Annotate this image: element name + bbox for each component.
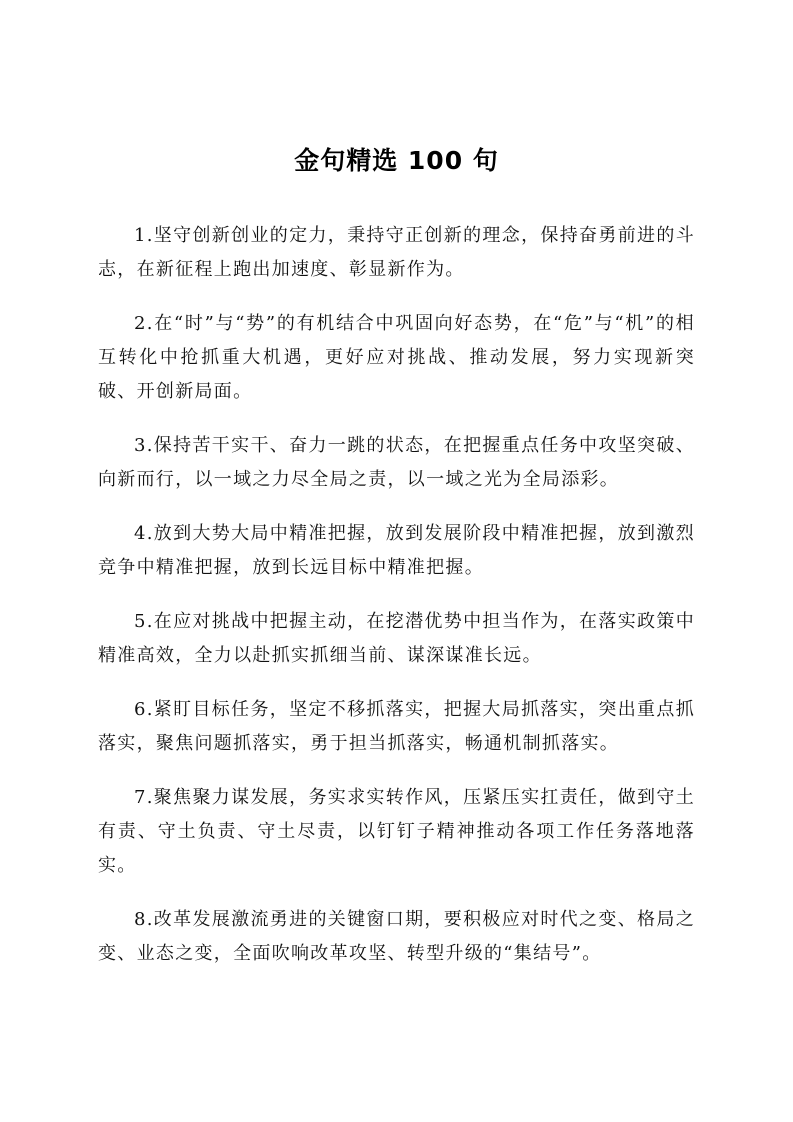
- quote-list: [98, 219, 695, 971]
- quote-paragraph-6: 6.紧盯目标任务，坚定不移抓落实，把握大局抓落实，突出重点抓落实，聚焦问题抓落实，勇于担当抓落实，畅通机制抓落实。: [98, 699, 695, 754]
- quote-paragraph-5: 5.在应对挑战中把握主动，在挖潜优势中担当作为，在落实政策中精准高效，全力以赴抓实抓细当前、谋深谋准长远。: [98, 611, 695, 666]
- quote-paragraph-2: 2.在“时”与“势”的有机结合中巩固向好态势，在“危”与“机”的相互转化中抢抓重大机遇，更好应对挑战、推动发展，努力实现新突破、开创新局面。: [98, 313, 695, 402]
- document-title: 金句精选 100 句: [294, 146, 499, 175]
- quote-paragraph-4: 4.放到大势大局中精准把握，放到发展阶段中精准把握，放到激烈竞争中精准把握，放到长远目标中精准把握。: [98, 523, 695, 578]
- quote-paragraph-3: 3.保持苦干实干、奋力一跳的状态，在把握重点任务中攻坚突破、向新而行，以一域之力尽全局之责，以一域之光为全局添彩。: [98, 435, 695, 490]
- quote-paragraph-1: 1.坚守创新创业的定力，秉持守正创新的理念，保持奋勇前进的斗志，在新征程上跑出加速度、彰显新作为。: [98, 225, 695, 280]
- quote-paragraph-8: 8.改革发展激流勇进的关键窗口期，要积极应对时代之变、格局之变、业态之变，全面吹响改革攻坚、转型升级的“集结号”。: [98, 909, 695, 964]
- quote-paragraph-7: 7.聚焦聚力谋发展，务实求实转作风，压紧压实扛责任，做到守土有责、守土负责、守土尽责，以钉钉子精神推动各项工作任务落地落实。: [98, 787, 695, 876]
